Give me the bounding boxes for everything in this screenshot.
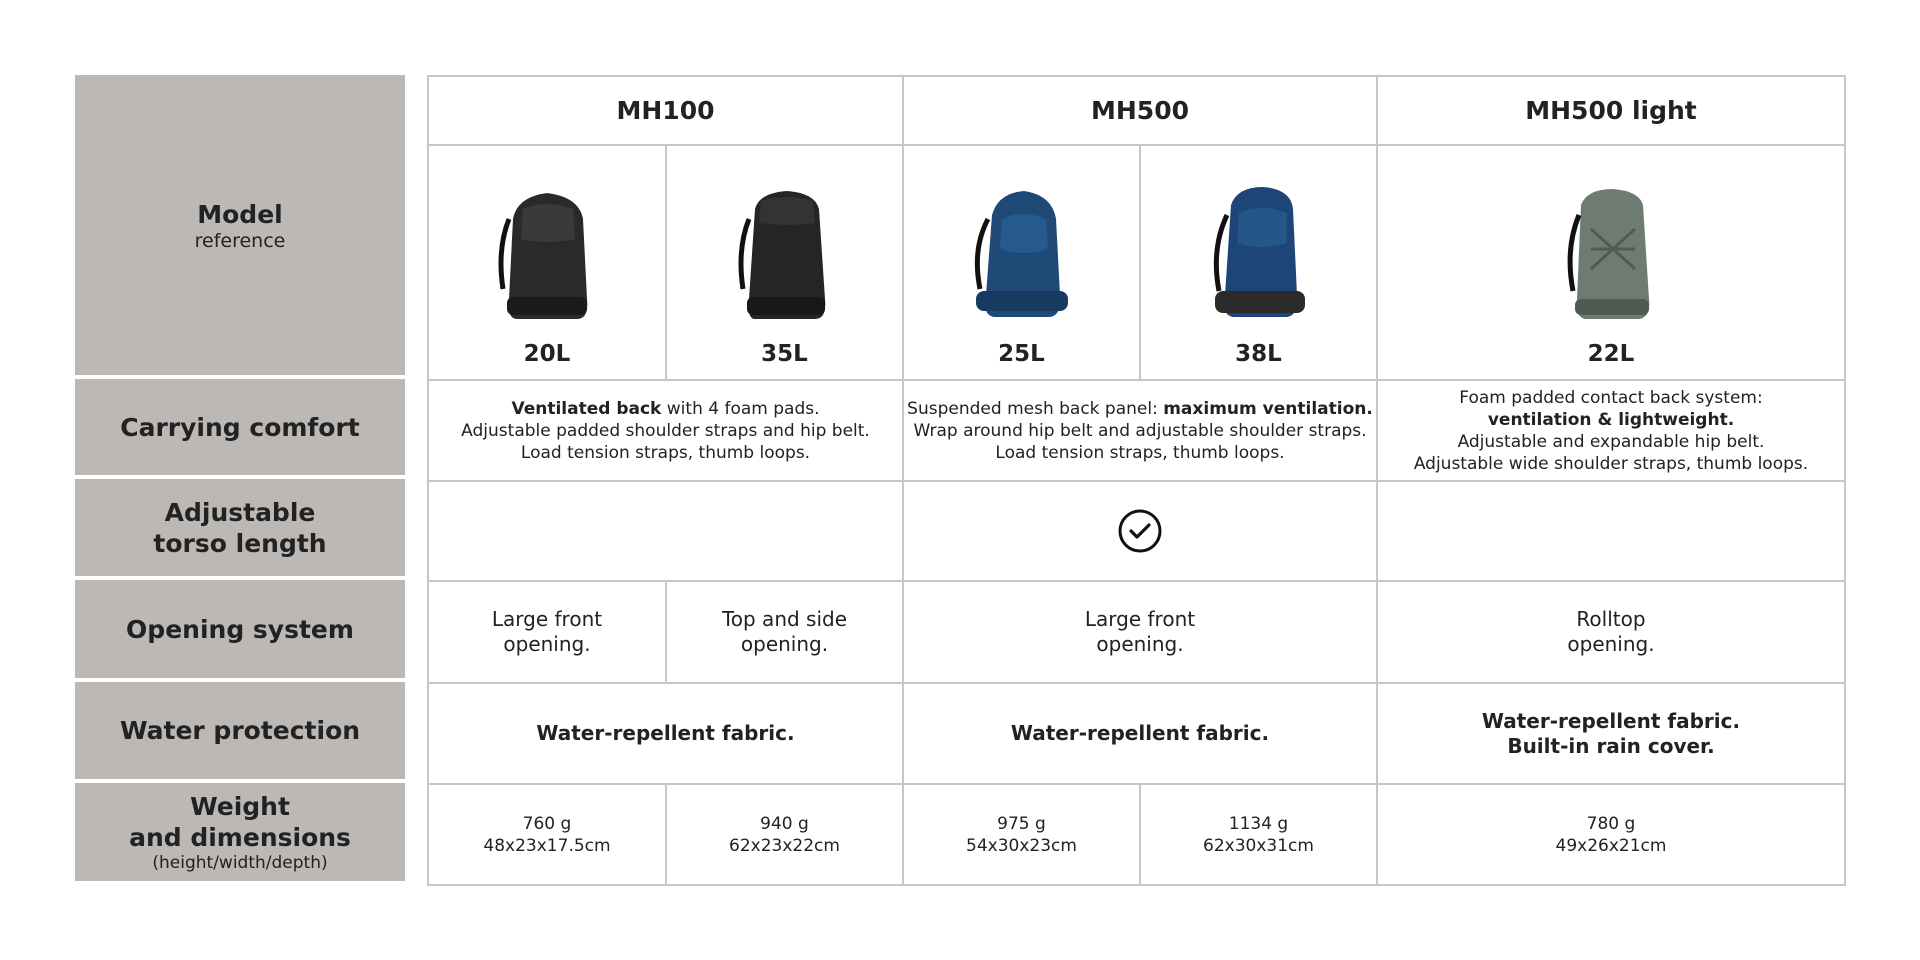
- opening-mh100-35l: Top and side opening.: [721, 607, 848, 656]
- label-model-title: Model: [197, 199, 283, 229]
- label-water-protection: Water protection: [75, 682, 405, 779]
- backpack-image: [725, 179, 845, 329]
- variant-mh500-38l: 38L: [1141, 146, 1376, 379]
- check-circle-icon: [1117, 508, 1163, 554]
- carrying-mh500: Suspended mesh back panel: maximum ventilation. Wrap around hip belt and adjustable shoulder straps. Load tension straps, thumb loops.: [907, 398, 1373, 463]
- model-header-mh100: MH100: [616, 96, 715, 125]
- weight-mh100-35l: 940 g 62x23x22cm: [729, 813, 840, 856]
- opening-mh500: Large front opening.: [1084, 607, 1196, 656]
- carrying-mh500-light: Foam padded contact back system: ventilation & lightweight. Adjustable and expandable hip belt. Adjustable wide shoulder straps, thumb loops.: [1413, 387, 1809, 474]
- opening-mh500-light: Rolltop opening.: [1567, 607, 1655, 656]
- label-model-sub: reference: [194, 229, 286, 252]
- model-header-mh500-light: MH500 light: [1525, 96, 1697, 125]
- variant-mh100-20l: 20L: [429, 146, 665, 379]
- backpack-image: [1199, 179, 1319, 329]
- adjustable-mh500: [904, 482, 1376, 580]
- label-opening-system: Opening system: [75, 580, 405, 678]
- water-mh100: Water-repellent fabric.: [536, 721, 795, 745]
- variant-mh100-35l: 35L: [667, 146, 902, 379]
- water-mh500-light: Water-repellent fabric. Built-in rain cover.: [1481, 708, 1741, 758]
- label-model-reference: [75, 75, 405, 375]
- variant-mh500-light-22l: 22L: [1378, 146, 1844, 379]
- water-mh500: Water-repellent fabric.: [1010, 721, 1270, 745]
- backpack-image: [1551, 179, 1671, 329]
- weight-mh100-20l: 760 g 48x23x17.5cm: [483, 813, 611, 856]
- variant-mh500-25l: 25L: [904, 146, 1139, 379]
- label-carrying-comfort: Carrying comfort: [75, 379, 405, 475]
- model-header-mh500: MH500: [1091, 96, 1189, 125]
- weight-mh500-25l: 975 g 54x30x23cm: [966, 813, 1077, 856]
- weight-mh500-light: 780 g 49x26x21cm: [1555, 813, 1667, 856]
- backpack-image: [962, 179, 1082, 329]
- carrying-mh100: Ventilated back with 4 foam pads. Adjustable padded shoulder straps and hip belt. Load tension straps, thumb loops.: [461, 398, 870, 463]
- weight-mh500-38l: 1134 g 62x30x31cm: [1203, 813, 1314, 856]
- opening-mh100-20l: Large front opening.: [491, 607, 603, 656]
- backpack-image: [487, 179, 607, 329]
- label-weight-dimensions: Weight and dimensions (height/width/depth): [75, 783, 405, 881]
- label-adjustable-torso: Adjustable torso length: [75, 479, 405, 576]
- row-labels: [75, 75, 405, 881]
- comparison-table: [427, 75, 1846, 886]
